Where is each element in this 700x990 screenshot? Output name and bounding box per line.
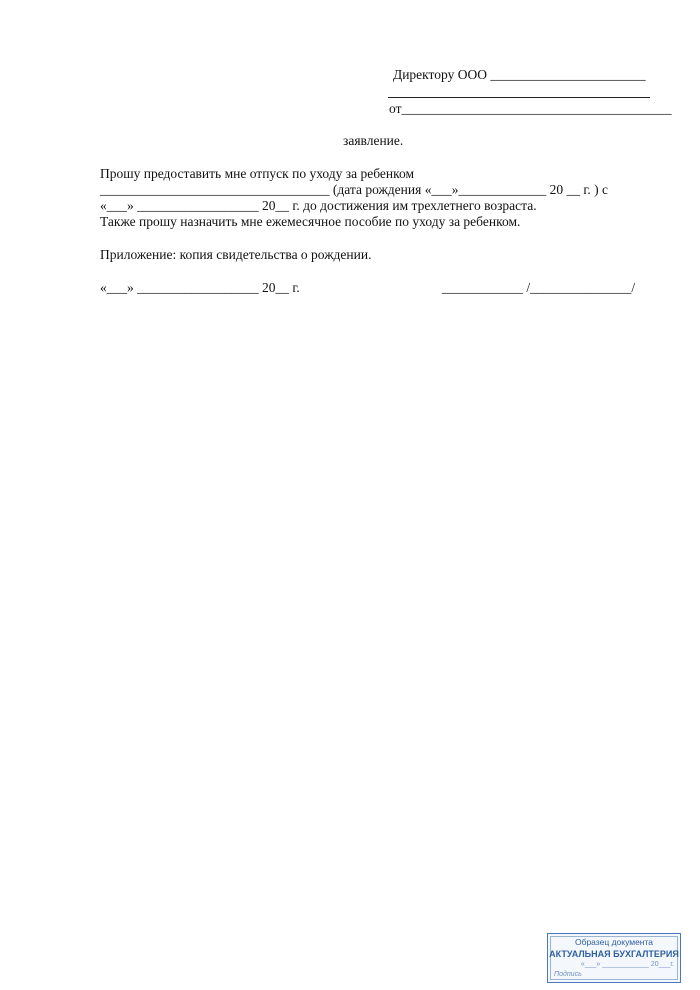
sample-document-stamp — [547, 933, 681, 983]
attachment-line: Приложение: копия свидетельства о рождении. — [100, 247, 372, 262]
stamp-date: «___» ____________ 20___г. — [580, 961, 674, 968]
addressee-blank-line — [388, 97, 650, 98]
body-line-2: __________________________________ (дата рождения «___»_____________ 20 __ г. ) с — [100, 182, 608, 197]
body-line-3: «___» __________________ 20__ г. до достижения им трехлетнего возраста. — [100, 198, 537, 213]
signature-line: ____________ /_______________/ — [442, 280, 636, 295]
stamp-brand: АКТУАЛЬНАЯ БУХГАЛТЕРИЯ — [549, 949, 679, 959]
from-line: от________________________________________ — [389, 101, 672, 116]
stamp-caption: Образец документа — [574, 937, 654, 947]
stamp-signature-label: Подпись — [554, 971, 582, 978]
document-title: заявление. — [343, 133, 404, 148]
body-line-4: Также прошу назначить мне ежемесячное пособие по уходу за ребенком. — [100, 214, 521, 229]
director-addressee-line: Директору ООО _______________________ — [393, 67, 646, 82]
date-line: «___» __________________ 20__ г. — [100, 280, 300, 295]
body-line-1: Прошу предоставить мне отпуск по уходу за ребенком — [100, 166, 415, 181]
